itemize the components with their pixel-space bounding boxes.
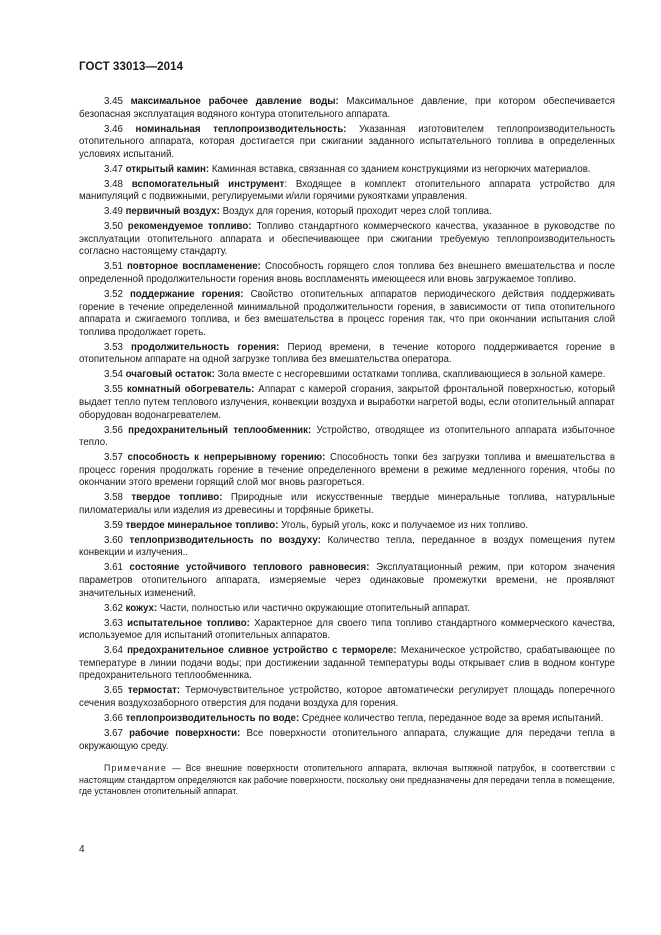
entry-term: кожух: <box>125 602 158 614</box>
entry-number: 3.46 <box>104 123 123 135</box>
definition-entry <box>79 179 615 204</box>
entry-definition: Зола вместе с несгоревшими остатками топлива, скапливающиеся в зольной камере. <box>217 369 606 381</box>
entry-number: 3.55 <box>104 384 123 396</box>
entry-number: 3.60 <box>104 534 123 546</box>
definition-entry <box>79 369 615 382</box>
entry-term: теплопризводительность по воздуху: <box>129 534 321 546</box>
entry-definition: Эксплуатационный режим, при котором значения параметров отопительного аппарата, измеряемые через одинаковые промежутки времени, не проявляют значительных изменений. <box>79 562 615 599</box>
entry-definition: Максимальное давление, при котором обеспечивается безопасная эксплуатация водяного контура отопительного аппарата. <box>79 96 615 120</box>
entry-number: 3.45 <box>104 96 123 107</box>
entry-definition: Аппарат с камерой сгорания, закрытой фронтальной поверхностью, который выдает тепло путем теплового излучения, конвекции воздуха и выработки нагретой воды, если отопительный аппарат оборудован водонагревателем. <box>79 384 615 421</box>
definition-entry <box>79 124 615 162</box>
entry-number: 3.58 <box>104 492 123 504</box>
note-paragraph <box>79 763 615 798</box>
entry-term: очаговый остаток: <box>125 369 215 381</box>
entry-term: термостат: <box>127 685 181 697</box>
entry-definition: Воздух для горения, который проходит через слой топлива. <box>222 206 492 218</box>
definition-entry <box>79 685 615 710</box>
entry-number: 3.48 <box>104 178 123 190</box>
entry-term: номинальная теплопроизводительность: <box>135 123 347 135</box>
entry-number: 3.65 <box>104 685 123 697</box>
entry-number: 3.64 <box>104 645 123 657</box>
definition-entry <box>79 384 615 422</box>
entry-number: 3.56 <box>104 424 123 436</box>
entry-term: твердое минеральное топливо: <box>125 519 279 531</box>
definition-entry <box>79 206 615 219</box>
entry-term: поддержание горения: <box>129 289 244 301</box>
entry-term: первичный воздух: <box>125 206 220 218</box>
page-number: 4 <box>79 844 85 855</box>
definition-entry <box>79 603 615 616</box>
definition-entry <box>79 645 615 683</box>
definition-entry <box>79 452 615 490</box>
entry-definition: Свойство отопительных аппаратов периодического действия поддерживать горение в течение определенной минимальной продолжительности горения, в зависимости от типа отопительного аппарата и сжигаемого топлива, и без вмешательства в процесс горения так, что при окончании испытания слой топлива продолжает гореть. <box>79 289 615 338</box>
entry-number: 3.52 <box>104 289 123 301</box>
document-header: ГОСТ 33013—2014 <box>79 61 184 73</box>
entry-definition: Механическое устройство, срабатывающее по температуре в линии подачи воды; при достижении заданной температуры воды открывает слив в водном контуре предохранительного теплообменника. <box>79 645 615 682</box>
entry-number: 3.54 <box>104 369 123 381</box>
entry-definition: Способность горящего слоя топлива без внешнего вмешательства и после определенной продолжительности горения вновь воспламенять имеющееся или вновь загружаемое топливо. <box>79 261 615 286</box>
entry-number: 3.51 <box>104 261 123 273</box>
entry-definition: Части, полностью или частично окружающие отопительный аппарат. <box>159 602 470 614</box>
entry-term: комнатный обогреватель: <box>126 384 255 396</box>
entry-number: 3.53 <box>104 341 123 353</box>
entry-definition: Каминная вставка, связанная со зданием конструкциями из негорючих материалов. <box>211 163 591 175</box>
entry-term: рекомендуемое топливо: <box>127 221 252 233</box>
definitions-list <box>79 96 615 753</box>
entry-term: теплопроизводительность по воде: <box>125 712 300 724</box>
definition-entry <box>79 96 615 121</box>
entry-number: 3.47 <box>104 163 123 175</box>
definition-entry <box>79 492 615 517</box>
definition-entry <box>79 221 615 259</box>
entry-definition: Способность топки без загрузки топлива и вмешательства в процесс горения продолжать горение в течение определенного времени в режиме медленного горения, чтобы по окончании этого времени горящий слой мог вновь разгореться. <box>79 452 616 489</box>
entry-term: продолжительность горения: <box>131 341 280 353</box>
entry-term: предохранительный теплообменник: <box>128 424 312 436</box>
entry-definition: Указанная изготовителем теплопроизводительность отопительного аппарата, которая достигается при сжигании заданного испытательного топлива в определенных условиях испытаний. <box>79 123 615 160</box>
definition-entry <box>79 713 615 726</box>
entry-term: максимальное рабочее давление воды: <box>130 96 339 107</box>
entry-definition: Период времени, в течение которого поддерживается горение в отопительном аппарате на одной загрузке топлива без вмешательства оператора. <box>79 341 615 366</box>
entry-number: 3.49 <box>104 206 123 218</box>
definition-entry <box>79 618 615 643</box>
definition-entry <box>79 289 615 339</box>
entry-number: 3.61 <box>104 562 123 574</box>
definition-entry <box>79 535 615 560</box>
entry-definition: Устройство, отводящее из отопительного аппарата избыточное тепло. <box>79 424 615 449</box>
entry-number: 3.59 <box>104 519 123 531</box>
note-text: — Все внешние поверхности отопительного аппарата, включая вытяжной патрубок, в соответствии с настоящим стандартом определяются как рабочие поверхности, поскольку они предназначены для передачи тепла в помещение, где установлен отопительный аппарат. <box>79 763 615 797</box>
entry-definition: Термочувствительное устройство, которое автоматически регулирует площадь поперечного сечения воздухозаборного отверстия для подачи воздуха для горения. <box>79 685 615 709</box>
entry-term: способность к непрерывному горению: <box>127 452 326 464</box>
definition-entry <box>79 520 615 533</box>
entry-term: вспомогательный инструмент <box>131 178 285 190</box>
note-label: Примечание <box>104 763 167 774</box>
entry-definition: Все поверхности отопительного аппарата, служащие для передачи тепла в окружающую среду. <box>79 727 615 752</box>
definition-entry <box>79 261 615 286</box>
definition-entry <box>79 425 615 450</box>
document-body <box>79 96 615 807</box>
entry-definition: Уголь, бурый уголь, кокс и получаемое из них топливо. <box>281 519 528 531</box>
entry-definition: Природные или искусственные твердые минеральные топлива, натуральные пиломатериалы или изделия из древесины и торфяные брикеты. <box>79 492 615 516</box>
entry-number: 3.62 <box>104 602 123 614</box>
entry-term: состояние устойчивого теплового равновесия: <box>129 562 370 574</box>
entry-number: 3.63 <box>104 617 123 629</box>
entry-definition: Количество тепла, переданное в воздух помещения путем конвекции и излучения.. <box>79 534 616 559</box>
definition-entry <box>79 342 615 367</box>
entry-number: 3.57 <box>104 452 123 464</box>
entry-number: 3.50 <box>104 221 123 233</box>
definition-entry <box>79 164 615 177</box>
entry-number: 3.67 <box>104 727 123 739</box>
entry-term: открытый камин: <box>125 163 210 175</box>
entry-definition: Характерное для своего типа топливо стандартного коммерческого качества, используемое для испытаний отопительных аппаратов. <box>79 617 615 642</box>
entry-number: 3.66 <box>104 712 123 724</box>
entry-term: рабочие поверхности: <box>129 727 241 739</box>
entry-term: испытательное топливо: <box>127 617 250 629</box>
entry-term: твердое топливо: <box>131 492 223 504</box>
entry-term: предохранительное сливное устройство с термореле: <box>127 645 397 657</box>
definition-entry <box>79 728 615 753</box>
entry-definition: Среднее количество тепла, переданное воде за время испытаний. <box>301 712 604 724</box>
entry-definition: : Входящее в комплект отопительного аппарата устройство для манипуляций с подвижными, регулируемыми и/или горячими рукоятками управления. <box>79 178 615 203</box>
entry-definition: Топливо стандартного коммерческого качества, указанное в руководстве по эксплуатации отопительного аппарата и обеспечивающее при сжигании требуемую теплопроизводительность согласно настоящему стандарту. <box>79 221 615 258</box>
entry-term: повторное воспламенение: <box>126 261 261 273</box>
definition-entry <box>79 562 615 600</box>
